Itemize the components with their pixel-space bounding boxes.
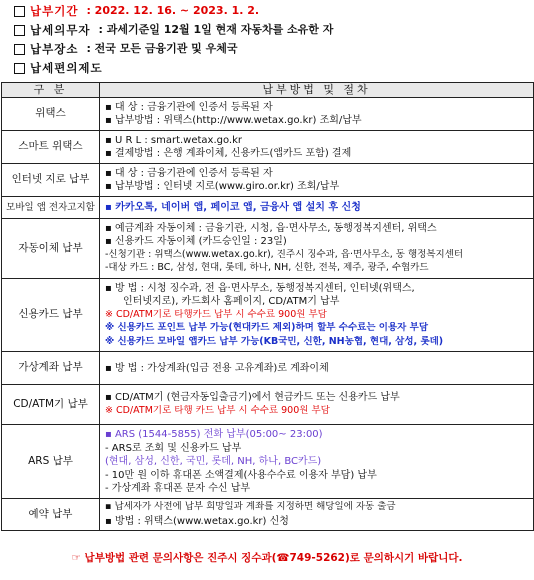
table-row xyxy=(2,131,534,164)
table-header-row xyxy=(2,83,534,98)
payment-period xyxy=(14,2,524,21)
convenience-label: 납세편의제도 xyxy=(30,61,103,76)
place-value: : 전국 모든 금융기관 및 우체국 xyxy=(86,42,238,56)
row-label-reservation: 예약 납부 xyxy=(2,499,100,531)
row-label-credit-card: 신용카드 납부 xyxy=(2,279,100,352)
list-item: ▪ 예금계좌 자동이체 : 금융기관, 시청, 읍·면사무소, 동행정복지센터, 위택스 xyxy=(105,222,437,234)
list-item: -신청기관 : 위택스(www.wetax.go.kr), 진주시 징수과, 읍·면사무소, 동 행정복지센터 xyxy=(105,248,464,260)
list-item: ▪ 납부방법 : 인터넷 지로(www.giro.or.kr) 조회/납부 xyxy=(105,181,340,193)
list-item: ※ CD/ATM기로 타행카드 납부 시 수수료 900원 부담 xyxy=(105,308,327,320)
column-header-method: 납부방법 및 절차 xyxy=(100,83,534,98)
row-content-auto-transfer xyxy=(100,219,534,279)
row-label-auto-transfer: 자동이체 납부 xyxy=(2,219,100,279)
row-content-reservation xyxy=(100,499,534,531)
checkbox-icon xyxy=(14,6,25,17)
table-row xyxy=(2,98,534,131)
row-label-virtual-account: 가상계좌 납부 xyxy=(2,352,100,385)
list-item: (현대, 삼성, 신한, 국민, 롯데, NH, 하나, BC카드) xyxy=(105,456,322,468)
row-label-mobile-app: 모바일 앱 전자고지함 xyxy=(2,197,100,219)
list-item: ▪ 납세자가 사전에 납부 희망일과 계좌를 지정하면 해당일에 자동 출금 xyxy=(105,501,396,513)
row-content-wetax xyxy=(100,98,534,131)
wetax-url-line[interactable]: ▪ 납부방법 : 위택스(http://www.wetax.go.kr) 조회/납부 xyxy=(105,115,362,127)
list-item: 인터넷지로), 카드회사 홈페이지, CD/ATM기 납부 xyxy=(123,296,340,308)
list-item: ※ 신용카드 포인트 납부 가능(현대카드 제외)하며 할부 수수료는 이용자 부담 xyxy=(105,322,428,334)
checkbox-icon xyxy=(14,44,25,55)
row-content-internet-giro xyxy=(100,164,534,197)
list-item: ※ 신용카드 모바일 앱카드 납부 가능(KB국민, 신한, NH농협, 현대, 삼성, 롯데) xyxy=(105,335,444,347)
period-label: 납부기간 xyxy=(30,4,79,19)
list-item: ▪ 방 법 : 시청 징수과, 전 읍·면사무소, 동행정복지센터, 인터넷(위택스, xyxy=(105,282,415,294)
table-row xyxy=(2,499,534,531)
payment-place xyxy=(14,40,524,59)
table-row xyxy=(2,197,534,219)
table-row xyxy=(2,425,534,499)
row-content-smart-wetax xyxy=(100,131,534,164)
list-item: ▪ ARS (1544-5855) 전화 납부(05:00~ 23:00) xyxy=(105,429,323,441)
payer-label: 납세의무자 xyxy=(30,23,91,38)
row-content-virtual-account xyxy=(100,352,534,385)
list-item: ▪ 방법 : 위택스(www.wetax.go.kr) 신청 xyxy=(105,515,289,527)
row-content-ars xyxy=(100,425,534,499)
list-item: ▪ 대 상 : 금융기관에 인증서 등록된 자 xyxy=(105,167,273,179)
taxpayer xyxy=(14,21,524,40)
row-label-smart-wetax: 스마트 위택스 xyxy=(2,131,100,164)
payment-methods-table xyxy=(1,82,534,531)
list-item: -대상 카드 : BC, 삼성, 현대, 롯데, 하나, NH, 신한, 전북, 제주, 광주, 수협카드 xyxy=(105,262,429,274)
contact-footer: ☞ 납부방법 관련 문의사항은 진주시 징수과(☎749-5262)로 문의하시기 바랍니다. xyxy=(71,552,463,564)
list-item: ▪ 방 법 : 가상계좌(입금 전용 고유계좌)로 계좌이체 xyxy=(105,362,329,374)
table-row xyxy=(2,219,534,279)
list-item: ▪ 결제방법 : 은행 계좌이체, 신용카드(앱카드 포함) 결제 xyxy=(105,148,352,160)
list-item: ▪ U R L : smart.wetax.go.kr xyxy=(105,134,243,146)
row-content-cd-atm xyxy=(100,385,534,425)
place-label: 납부장소 xyxy=(30,42,79,57)
list-item: ※ CD/ATM기로 타행 카드 납부 시 수수료 900원 부담 xyxy=(105,404,330,416)
convenience-system xyxy=(14,59,524,78)
row-content-mobile-app xyxy=(100,197,534,219)
column-header-category: 구 분 xyxy=(2,83,100,98)
row-label-wetax: 위택스 xyxy=(2,98,100,131)
row-label-internet-giro: 인터넷 지로 납부 xyxy=(2,164,100,197)
list-item: - 가상계좌 휴대폰 문자 수신 납부 xyxy=(105,483,251,495)
list-item: ▪ 대 상 : 금융기관에 인증서 등록된 자 xyxy=(105,101,273,113)
table-row xyxy=(2,279,534,352)
list-item: ▪ 신용카드 자동이체 (카드승인일 : 23일) xyxy=(105,236,287,248)
info-header xyxy=(14,2,524,78)
list-item: ▪ CD/ATM기 (현금자동입출금기)에서 현금카드 또는 신용카드 납부 xyxy=(105,392,400,404)
row-label-cd-atm: CD/ATM기 납부 xyxy=(2,385,100,425)
list-item: - ARS로 조회 및 신용카드 납부 xyxy=(105,442,242,454)
checkbox-icon xyxy=(14,25,25,36)
table-row xyxy=(2,352,534,385)
list-item: - 10만 원 이하 휴대폰 소액결제(사용수수료 이용자 부담) 납부 xyxy=(105,469,377,481)
row-content-credit-card xyxy=(100,279,534,352)
list-item: ▪ 카카오톡, 네이버 앱, 페이코 앱, 금융사 앱 설치 후 신청 xyxy=(105,202,361,214)
payer-value: : 과세기준일 12월 1일 현재 자동차를 소유한 자 xyxy=(98,23,334,37)
table-row xyxy=(2,164,534,197)
row-label-ars: ARS 납부 xyxy=(2,425,100,499)
list-item xyxy=(105,114,530,128)
table-row xyxy=(2,385,534,425)
period-value: : 2022. 12. 16. ~ 2023. 1. 2. xyxy=(86,4,260,18)
checkbox-icon xyxy=(14,63,25,74)
